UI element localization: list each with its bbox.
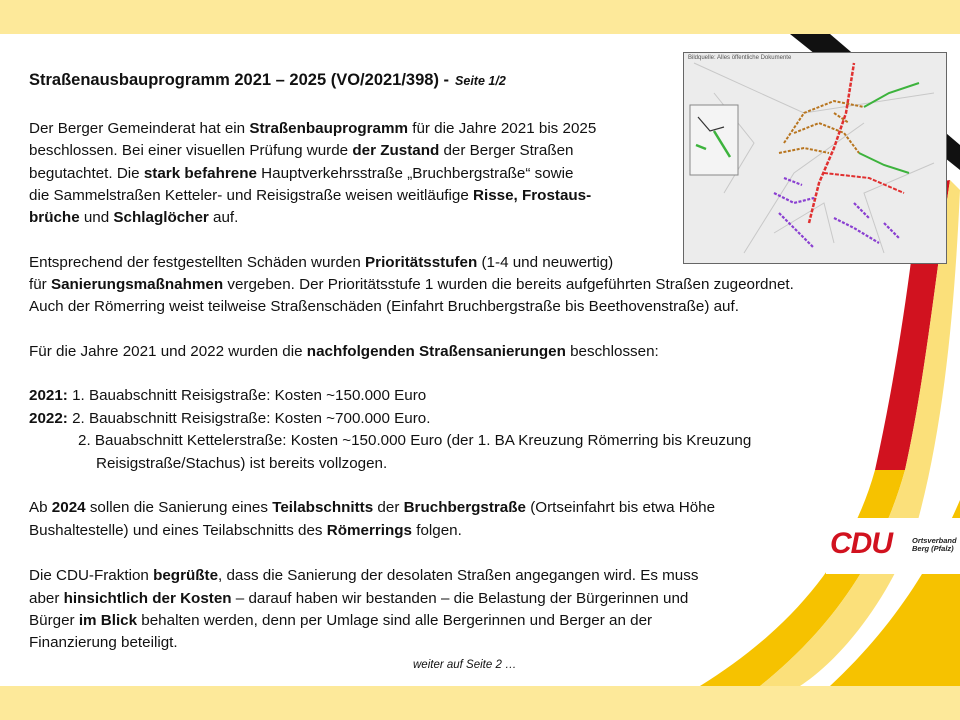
para2-line2: für Sanierungsmaßnahmen vergeben. Der Prioritätsstufe 1 wurden die bereits aufgeführten Straßen zugeordnet. (29, 276, 794, 293)
para1-line4: die Sammelstraßen Ketteler- und Reisigstraße weisen weitläufige Risse, Frostaus- (29, 187, 592, 204)
street-map-image (683, 52, 947, 264)
map-caption: Bildquelle: Alles öffentliche Dokumente (688, 55, 792, 61)
para4-line2: Bushaltestelle) und eines Teilabschnitts des Römerrings folgen. (29, 522, 462, 539)
para1-line3: begutachtet. Die stark befahrene Hauptverkehrsstraße „Bruchbergstraße“ sowie (29, 165, 574, 182)
list-2022-item2-cont: Reisigstraße/Stachus) ist bereits vollzogen. (96, 455, 388, 472)
title-page-indicator: Seite 1/2 (455, 74, 506, 88)
para4-line1: Ab 2024 sollen die Sanierung eines Teilabschnitts der Bruchbergstraße (Ortseinfahrt bis etwa Höhe (29, 499, 716, 516)
logo-wordmark: CDU (830, 527, 892, 560)
para5-line2: aber hinsichtlich der Kosten – darauf haben wir bestanden – die Belastung der Bürgerinnen und (29, 590, 689, 607)
list-2021: 2021: 1. Bauabschnitt Reisigstraße: Kosten ~150.000 Euro (29, 387, 427, 404)
continuation-note: weiter auf Seite 2 … (413, 659, 517, 671)
logo-subtitle: Ortsverband Berg (Pfalz) (912, 536, 957, 553)
para1-line1: Der Berger Gemeinderat hat ein Straßenbauprogramm für die Jahre 2021 bis 2025 (29, 120, 597, 137)
para3-line1: Für die Jahre 2021 und 2022 wurden die nachfolgenden Straßensanierungen beschlossen: (29, 343, 659, 360)
title-text: Straßenausbauprogramm 2021 – 2025 (VO/2021/398) - (29, 71, 450, 89)
para5-line1: Die CDU-Fraktion begrüßte, dass die Sanierung der desolaten Straßen angegangen wird. Es muss (29, 567, 699, 584)
map-drawing (684, 53, 947, 264)
para2-line3: Auch der Römerring weist teilweise Straßenschäden (Einfahrt Bruchbergstraße bis Beethovenstraße) auf. (29, 298, 739, 315)
para5-line3: Bürger im Blick behalten werden, denn per Umlage sind alle Bergerinnen und Berger an der (29, 612, 653, 629)
document-title (29, 71, 506, 90)
list-2022: 2022: 2. Bauabschnitt Reisigstraße: Kosten ~700.000 Euro. (29, 410, 431, 427)
cdu-logo (826, 518, 960, 574)
para2-line1: Entsprechend der festgestellten Schäden wurden Prioritätsstufen (1-4 und neuwertig) (29, 254, 614, 271)
list-2022-item2: 2. Bauabschnitt Kettelerstraße: Kosten ~150.000 Euro (der 1. BA Kreuzung Römerring bis Kreuzung (78, 432, 752, 449)
para1-line2: beschlossen. Bei einer visuellen Prüfung wurde der Zustand der Berger Straßen (29, 142, 574, 159)
para5-line4: Finanzierung beteiligt. (29, 634, 178, 651)
para1-line5: brüche und Schlaglöcher auf. (29, 209, 239, 226)
